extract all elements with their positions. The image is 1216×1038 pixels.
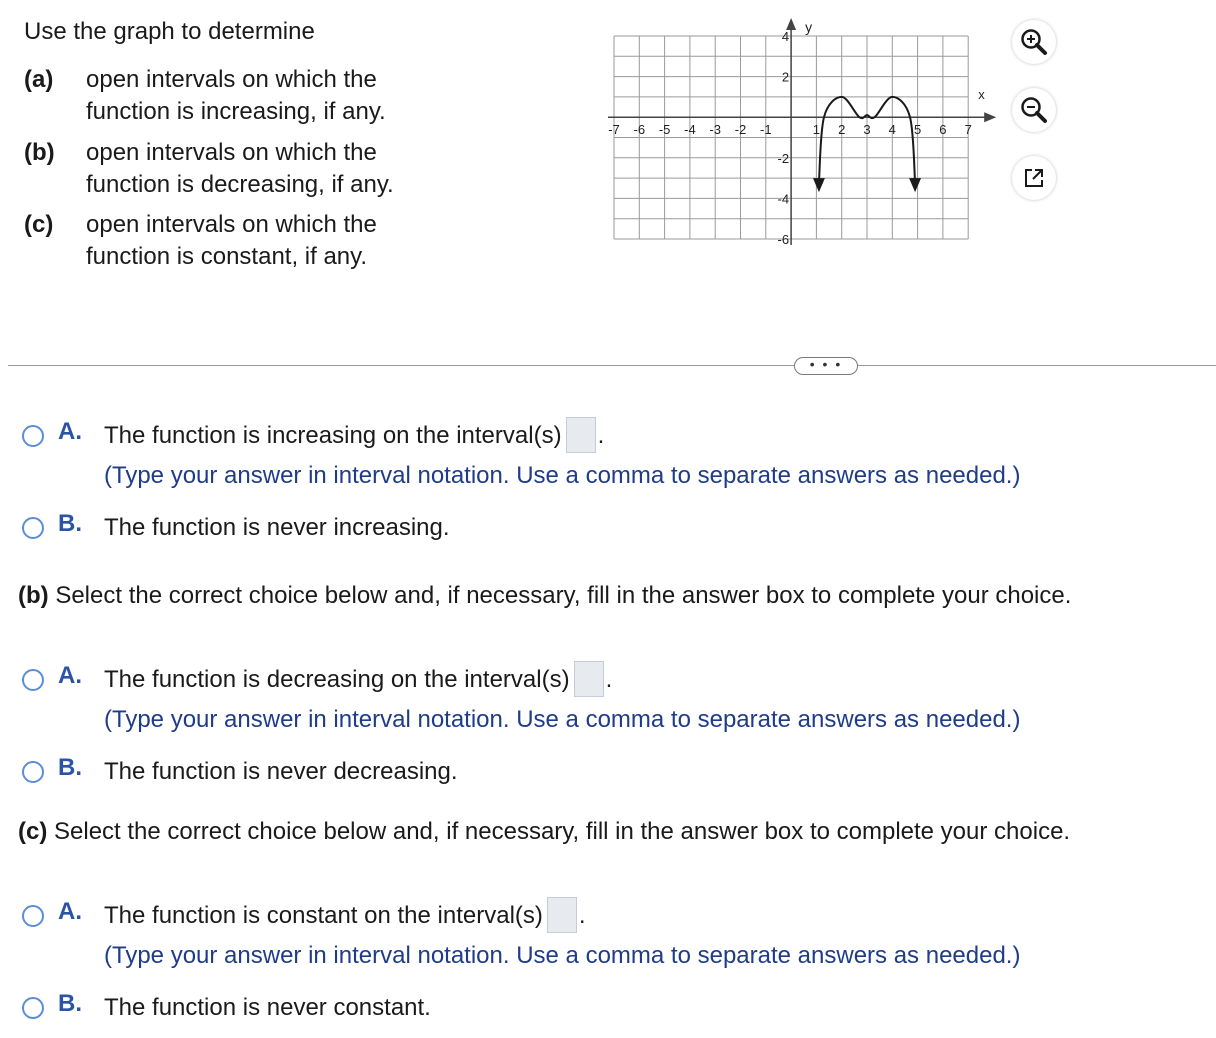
part-b-choice-a-text: The function is decreasing on the interval(s) bbox=[104, 666, 570, 693]
x-tick-label: -2 bbox=[734, 122, 747, 138]
question-part-b-letter: (b) bbox=[24, 139, 55, 166]
part-b-choice-a-radio[interactable] bbox=[22, 669, 44, 691]
part-c-choice-b-radio[interactable] bbox=[22, 997, 44, 1019]
y-tick-label: -6 bbox=[777, 232, 790, 247]
part-b-prompt bbox=[18, 580, 1071, 612]
curve-left-arrow-icon bbox=[813, 178, 825, 192]
question-part-a-text bbox=[86, 64, 446, 128]
part-c-choice-b-text: The function is never constant. bbox=[104, 994, 431, 1021]
question-part-b-line1: open intervals on which the bbox=[86, 139, 377, 166]
zoom-in-icon bbox=[1019, 27, 1049, 57]
zoom-in-button[interactable] bbox=[1012, 20, 1056, 64]
question-part-a-letter: (a) bbox=[24, 66, 54, 93]
x-tick-label: -5 bbox=[658, 122, 671, 138]
part-c-choice-a-radio[interactable] bbox=[22, 905, 44, 927]
part-a-choice-a-text: The function is increasing on the interval(s) bbox=[104, 422, 562, 449]
question-part-c-line1: open intervals on which the bbox=[86, 211, 377, 238]
part-a-choice-a-letter: A. bbox=[58, 418, 82, 445]
question-part-c bbox=[24, 209, 446, 273]
question-part-b-text bbox=[86, 137, 446, 201]
part-c-choice-a-line bbox=[104, 900, 1020, 933]
part-b-choice-a-letter: A. bbox=[58, 662, 82, 689]
part-b-choice-a-hint: (Type your answer in interval notation. Use a comma to separate answers as needed.) bbox=[104, 705, 1021, 733]
curve-right-arrow-icon bbox=[909, 178, 921, 192]
y-tick-label: -2 bbox=[777, 150, 790, 166]
more-options-button[interactable]: • • • bbox=[794, 357, 858, 375]
x-tick-label: 4 bbox=[888, 122, 896, 138]
part-b-choice-a-line bbox=[104, 664, 1020, 697]
x-tick-label: -7 bbox=[608, 122, 620, 138]
popout-icon bbox=[1021, 165, 1047, 191]
part-a-choice-a-radio[interactable] bbox=[22, 425, 44, 447]
x-axis-arrow-icon bbox=[984, 112, 996, 122]
part-c-choice-a[interactable] bbox=[22, 900, 1020, 972]
part-a-choice-a-line bbox=[104, 420, 1020, 453]
question-part-c-line2: function is constant, if any. bbox=[86, 243, 368, 270]
part-c-prompt-label: (c) bbox=[18, 818, 48, 845]
part-c-choice-a-letter: A. bbox=[58, 898, 82, 925]
part-a-choice-a-hint: (Type your answer in interval notation. Use a comma to separate answers as needed.) bbox=[104, 461, 1021, 489]
part-b-answer-box[interactable] bbox=[574, 661, 604, 697]
question-part-b bbox=[24, 137, 446, 201]
x-tick-label: 2 bbox=[838, 122, 846, 138]
part-a-answer-box[interactable] bbox=[566, 417, 596, 453]
part-b-choice-a-body bbox=[104, 664, 1020, 736]
function-graph bbox=[600, 18, 1000, 270]
question-intro: Use the graph to determine bbox=[24, 18, 315, 45]
part-b-period: . bbox=[605, 666, 613, 693]
part-a-choice-a-body bbox=[104, 420, 1020, 492]
question-part-c-text bbox=[86, 209, 446, 273]
part-c-choice-b[interactable] bbox=[22, 992, 431, 1024]
x-tick-label: -6 bbox=[633, 122, 646, 138]
part-c-choice-a-text: The function is constant on the interval(s) bbox=[104, 902, 543, 929]
part-c-period: . bbox=[578, 902, 586, 929]
zoom-out-button[interactable] bbox=[1012, 88, 1056, 132]
question-part-b-line2: function is decreasing, if any. bbox=[86, 171, 394, 198]
x-tick-label: -1 bbox=[760, 122, 772, 138]
x-tick-label: 3 bbox=[863, 122, 871, 138]
part-b-prompt-text: Select the correct choice below and, if necessary, fill in the answer box to complete your choice. bbox=[55, 582, 1072, 609]
part-a-period: . bbox=[597, 422, 605, 449]
part-a-choice-b-radio[interactable] bbox=[22, 517, 44, 539]
popout-button[interactable] bbox=[1012, 156, 1056, 200]
y-tick-label: 4 bbox=[781, 29, 790, 44]
part-a-choice-b-letter: B. bbox=[58, 510, 82, 537]
part-a-choice-a[interactable] bbox=[22, 420, 1020, 492]
part-b-prompt-label: (b) bbox=[18, 582, 49, 609]
x-tick-label: -3 bbox=[709, 122, 721, 138]
part-a-choice-b-text: The function is never increasing. bbox=[104, 514, 450, 541]
part-c-choice-a-body bbox=[104, 900, 1020, 972]
x-axis-label: x bbox=[978, 87, 985, 103]
part-b-choice-a[interactable] bbox=[22, 664, 1020, 736]
x-tick-label: 1 bbox=[812, 122, 821, 138]
x-tick-label: 5 bbox=[913, 122, 922, 138]
section-divider bbox=[8, 365, 1216, 366]
y-tick-label: -4 bbox=[777, 191, 790, 207]
part-b-choice-b-text: The function is never decreasing. bbox=[104, 758, 458, 785]
question-part-c-letter: (c) bbox=[24, 211, 54, 238]
part-c-choice-b-letter: B. bbox=[58, 990, 82, 1017]
part-a-choice-b[interactable] bbox=[22, 512, 450, 544]
part-c-prompt-text: Select the correct choice below and, if necessary, fill in the answer box to complete your choice. bbox=[54, 818, 1071, 845]
question-part-a-line2: function is increasing, if any. bbox=[86, 98, 386, 125]
x-tick-label: -4 bbox=[684, 122, 696, 138]
part-c-prompt bbox=[18, 816, 1070, 848]
zoom-out-icon bbox=[1019, 95, 1049, 125]
part-b-choice-b-letter: B. bbox=[58, 754, 82, 781]
x-tick-label: 7 bbox=[964, 122, 972, 138]
question-part-a-line1: open intervals on which the bbox=[86, 66, 377, 93]
x-tick-label: 6 bbox=[939, 122, 947, 138]
part-b-choice-b-radio[interactable] bbox=[22, 761, 44, 783]
question-part-a bbox=[24, 64, 446, 128]
part-c-choice-a-hint: (Type your answer in interval notation. Use a comma to separate answers as needed.) bbox=[104, 941, 1021, 969]
part-c-answer-box[interactable] bbox=[547, 897, 577, 933]
y-axis-label: y bbox=[805, 19, 813, 35]
y-tick-label: 2 bbox=[781, 69, 790, 85]
part-b-choice-b[interactable] bbox=[22, 756, 458, 788]
